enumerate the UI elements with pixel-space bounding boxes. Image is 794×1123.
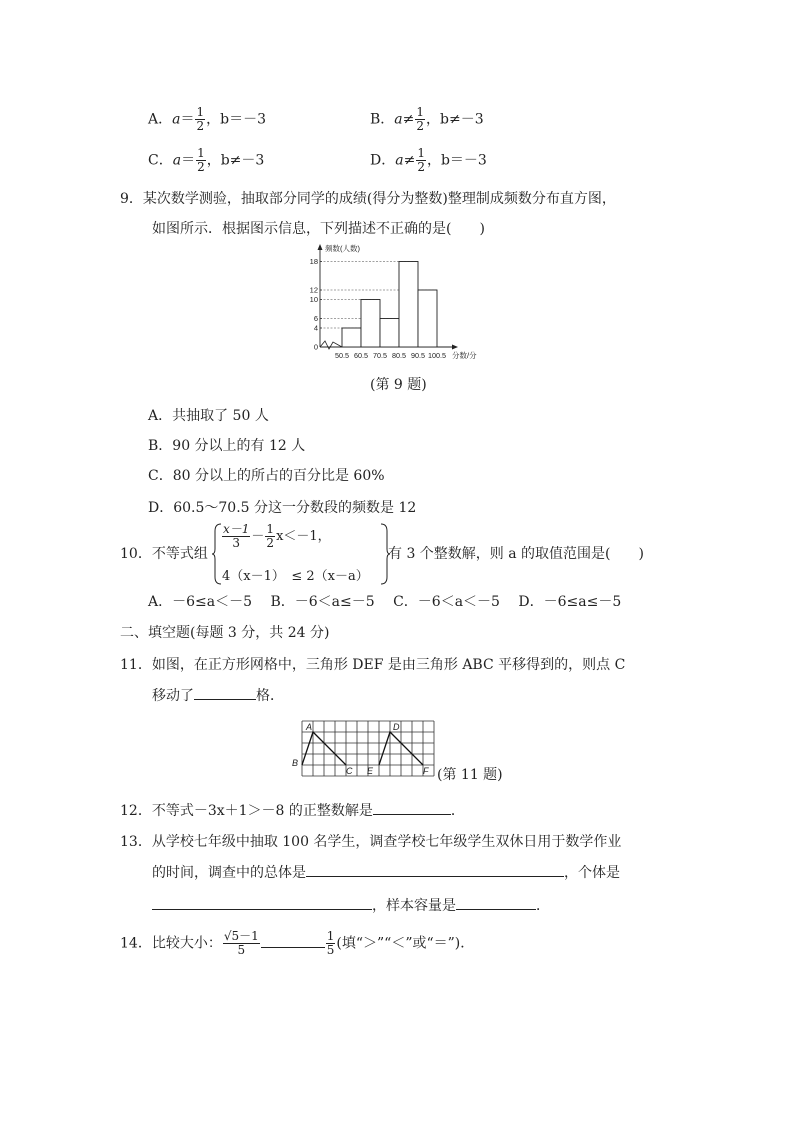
fraction: $\frac{1}{2}$ — [266, 522, 275, 550]
y-axis-arrow — [318, 244, 323, 250]
q8-option-d: D．a≠ $\frac{1}{2}$ ，b＝－3 — [370, 146, 487, 174]
answer-blank[interactable] — [194, 685, 256, 700]
y-tick-label: 4 — [313, 323, 318, 333]
q10-prefix: 10．不等式组 — [120, 546, 208, 562]
q11-caption: (第 11 题) — [437, 767, 503, 783]
q9-option-a: A．共抽取了 50 人 — [148, 408, 269, 424]
q11-grid-figure — [290, 718, 440, 780]
fraction: $\frac{√5-1}{5}$ — [223, 929, 259, 957]
q9-caption: (第 9 题) — [370, 377, 427, 393]
x-tick-label: 90.5 — [411, 351, 425, 360]
label-d: D — [393, 722, 400, 732]
q9-stem-line2: 如图所示．根据图示信息，下列描述不正确的是( ) — [152, 221, 485, 237]
q13-line2: 的时间，调查中的总体是 ，个体是 — [152, 862, 620, 882]
x-axis-label: 分数/分 — [452, 351, 477, 360]
q13-line3: ，样本容量是 ． — [152, 895, 550, 915]
fraction: $\frac{1}{2}$ — [417, 146, 425, 174]
q10-suffix: 有 3 个整数解，则 a 的取值范围是( ) — [388, 546, 644, 562]
histogram-plot — [310, 244, 477, 360]
x-tick-label: 50.5 — [335, 351, 349, 360]
y-tick-label: 12 — [309, 285, 318, 295]
histogram-bar — [399, 262, 418, 348]
answer-blank[interactable] — [261, 933, 325, 948]
q14: 14．比较大小： $\frac{√5-1}{5}$ $\frac{1}{5}$ (填“＞”“＜”或“＝”)． — [120, 929, 475, 957]
q10-ineq1: $\frac{x-1}{3}$ － $\frac{1}{2}$ x＜－1， — [223, 522, 331, 550]
y-tick-label: 18 — [309, 257, 318, 266]
label-f: F — [423, 766, 429, 776]
x-tick-label: 60.5 — [354, 351, 368, 360]
fraction: $\frac{1}{2}$ — [196, 105, 205, 133]
q11-stem-line1: 11．如图，在正方形网格中，三角形 DEF 是由三角形 ABC 平移得到的，则点 C — [120, 657, 626, 673]
x-tick-label: 100.5 — [428, 351, 446, 360]
fraction: $\frac{1}{2}$ — [197, 146, 205, 174]
label-a: A — [306, 722, 313, 732]
q8-option-a: A．a＝ $\frac{1}{2}$ ，b＝－3 — [148, 105, 266, 133]
fraction: $\frac{x-1}{3}$ — [223, 522, 250, 550]
fraction: $\frac{1}{5}$ — [326, 929, 335, 957]
histogram-bar — [418, 290, 437, 347]
y-axis-label: 频数(人数) — [325, 244, 360, 253]
q12: 12．不等式－3x＋1＞－8 的正整数解是 ． — [120, 800, 465, 820]
q11-stem-line2: 移动了 格． — [152, 685, 284, 705]
answer-blank[interactable] — [306, 862, 564, 877]
q9-option-d: D．60.5～70.5 分这一分数段的频数是 12 — [148, 500, 417, 516]
label-e: E — [367, 766, 374, 776]
q10-ineq2: 4（x－1） ≤ 2（x－a） — [222, 569, 369, 584]
answer-blank[interactable] — [373, 800, 451, 815]
axis-break — [320, 341, 342, 349]
x-tick-label: 80.5 — [392, 351, 406, 360]
label-b: B — [292, 758, 299, 768]
q13-line1: 13．从学校七年级中抽取 100 名学生，调查学校七年级学生双休日用于数学作业 — [120, 834, 622, 850]
x-tick-label: 70.5 — [373, 351, 387, 360]
answer-blank[interactable] — [456, 895, 536, 910]
section-title: 二、填空题(每题 3 分，共 24 分) — [120, 625, 330, 641]
q9-option-c: C．80 分以上的所占的百分比是 60% — [148, 468, 385, 484]
y-tick-label: 0 — [313, 342, 318, 352]
y-tick-label: 10 — [309, 295, 318, 304]
q8-option-c: C．a＝ $\frac{1}{2}$ ，b≠－3 — [148, 146, 265, 174]
q10-system — [212, 523, 390, 585]
q9-option-b: B．90 分以上的有 12 人 — [148, 438, 306, 454]
answer-blank[interactable] — [152, 895, 372, 910]
q9-stem-line1: 9．某次数学测验，抽取部分同学的成绩(得分为整数)整理制成频数分布直方图， — [120, 191, 616, 207]
y-tick-label: 6 — [313, 314, 318, 323]
fraction: $\frac{1}{2}$ — [416, 105, 425, 133]
x-axis-arrow — [452, 345, 458, 350]
q10-options: A．－6≤a＜－5 B．－6＜a≤－5 C．－6＜a＜－5 D．－6≤a≤－5 — [148, 594, 622, 610]
histogram-bar — [380, 319, 399, 348]
q9-histogram — [300, 244, 500, 364]
label-c: C — [346, 766, 353, 776]
histogram-bar — [342, 328, 361, 347]
q8-option-b: B．a≠ $\frac{1}{2}$ ，b≠－3 — [370, 105, 484, 133]
histogram-bar — [361, 300, 380, 348]
